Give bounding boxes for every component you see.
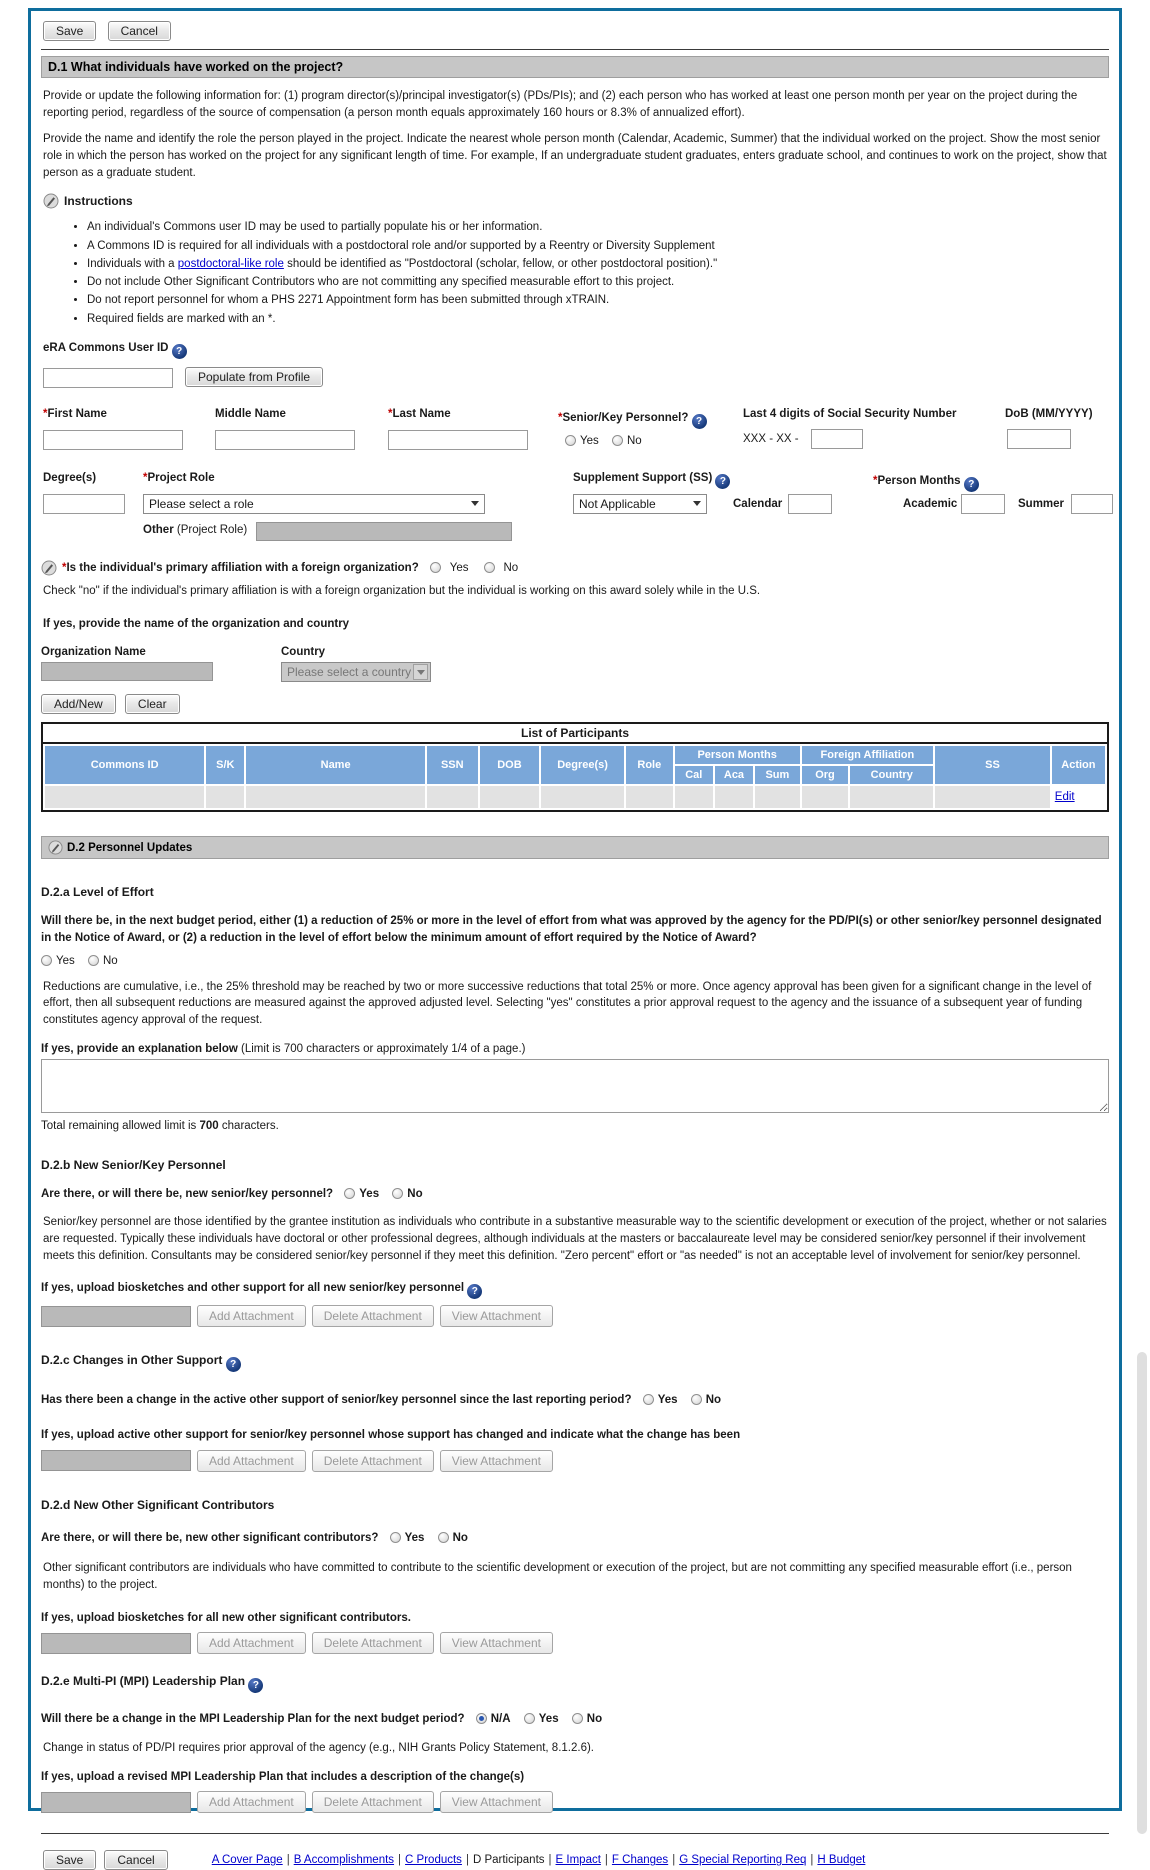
foreign-affiliation-note: Check "no" if the individual's primary affiliation is with a foreign organization but the individual is working on this award solely while in the U.S. (43, 584, 761, 597)
d1-paragraph-1: Provide or update the following information for: (1) program director(s)/principal investigator(s) (PDs/PIs); and (2) each person who has worked at least one person month per year on the project during the reporting period, regardless of the source of compensation (a person month equals approximately 160 hours or 8.3% of annualized effort). (43, 90, 1078, 119)
chevron-down-icon (471, 501, 479, 506)
col-action: Action (1052, 746, 1105, 784)
top-button-bar (41, 11, 1109, 50)
d2b-no-radio[interactable] (392, 1188, 403, 1199)
d2c-no-label: No (705, 1394, 722, 1407)
participants-table-title: List of Participants (43, 724, 1107, 744)
degrees-input[interactable] (43, 494, 125, 514)
foreign-no-label: No (503, 561, 519, 574)
d2b-upload-help-icon[interactable]: ? (467, 1284, 482, 1299)
nav-changes-link[interactable]: F Changes (611, 1854, 669, 1867)
d2c-question-row: Has there been a change in the active other support of senior/key personnel since the last reporting period? Yes No (41, 1394, 722, 1407)
foreign-yes-label: Yes (449, 561, 469, 574)
senior-key-no-label: No (626, 434, 642, 447)
rppr-section-d-panel (28, 8, 1122, 1868)
instructions-list (87, 219, 1109, 328)
middle-name-input[interactable] (215, 430, 355, 450)
nav-budget-link[interactable]: H Budget (817, 1854, 866, 1867)
senior-key-yes-label: Yes (580, 434, 599, 447)
col-aca: Aca (715, 766, 753, 784)
d2b-view-attachment-button[interactable]: View Attachment (440, 1305, 553, 1327)
d2c-delete-attachment-button[interactable]: Delete Attachment (312, 1450, 434, 1472)
d2a-no-radio[interactable] (88, 955, 99, 966)
d2e-note: Change in status of PD/PI requires prior approval of the agency (e.g., NIH Grants Policy Statement, 8.1.2.6). (43, 1741, 594, 1754)
footer-bar (41, 1833, 1109, 1870)
d2d-yes-radio[interactable] (390, 1532, 401, 1543)
populate-from-profile-button[interactable]: Populate from Profile (185, 367, 323, 387)
commons-id-input[interactable] (43, 368, 173, 388)
d2e-view-attachment-button[interactable]: View Attachment (440, 1791, 553, 1813)
d2b-add-attachment-button[interactable]: Add Attachment (197, 1305, 306, 1327)
d2b-question-row: Are there, or will there be, new senior/key personnel? Yes No (41, 1187, 423, 1200)
d2d-add-attachment-button[interactable]: Add Attachment (197, 1632, 306, 1654)
effort-explanation-textarea[interactable] (41, 1059, 1109, 1113)
d2d-title: D.2.d New Other Significant Contributors (41, 1497, 275, 1512)
instruction-item: • An individual's Commons user ID may be used to partially populate his or her information. (87, 219, 1109, 236)
nav-accomplishments-link[interactable]: B Accomplishments (293, 1854, 395, 1867)
senior-key-no-radio[interactable] (612, 435, 623, 446)
other-role-input (256, 522, 512, 541)
foreign-affiliation-pencil-icon (41, 560, 57, 576)
d2b-attachment-filename (41, 1306, 191, 1327)
nav-special-reporting-link[interactable]: G Special Reporting Req (679, 1854, 807, 1867)
ssn-mask: XXX - XX - (743, 432, 799, 445)
senior-key-radio-group (565, 435, 652, 447)
country-label: Country (281, 646, 326, 659)
senior-key-help-icon[interactable]: ? (692, 414, 707, 429)
d2c-help-icon[interactable]: ? (226, 1357, 241, 1372)
degrees-label: Degree(s) (43, 471, 97, 484)
d2a-remaining-note: Total remaining allowed limit is 700 characters. (41, 1119, 279, 1132)
d2d-question-row: Are there, or will there be, new other significant contributors? Yes No (41, 1531, 468, 1544)
d2e-upload-label: If yes, upload a revised MPI Leadership Plan that includes a description of the change(s) (41, 1770, 525, 1783)
section-d2-header: D.2 Personnel Updates (41, 836, 1109, 859)
nav-cover-page-link[interactable]: A Cover Page (211, 1854, 283, 1867)
d2e-no-label: No (586, 1713, 603, 1726)
d2d-upload-label: If yes, upload biosketches for all new other significant contributors. (41, 1611, 411, 1624)
d2e-add-attachment-button[interactable]: Add Attachment (197, 1791, 306, 1813)
d2e-yes-label: Yes (538, 1713, 559, 1726)
other-role-label: Other (Project Role) (143, 523, 248, 536)
commons-id-help-icon[interactable]: ? (172, 344, 187, 359)
instruction-item: • Do not report personnel for whom a PHS 2271 Appointment form has been submitted through xTRAIN. (87, 292, 1109, 309)
personnel-entry-form (43, 342, 1107, 544)
instruction-item: • Do not include Other Significant Contributors who are not committing any specified measurable effort to this project. (87, 274, 1109, 291)
project-role-select[interactable] (143, 494, 485, 514)
person-months-label: *Person Months ? (873, 475, 979, 492)
instruction-item: • Individuals with a postdoctoral-like role should be identified as "Postdoctoral (scholar, fellow, or other postdoctoral position)." (87, 256, 1109, 273)
calendar-label: Calendar (733, 497, 783, 510)
d2d-paragraph: Other significant contributors are individuals who have committed to contribute to the scientific development or execution of the project, but are not committing any specified measurable effort (i.e., person months) to the project. (43, 1562, 1072, 1591)
d1-paragraph-2: Provide the name and identify the role the person played in the project. Indicate the nearest whole person month (Calendar, Academic, Summer) that the individual worked on the project. Show the most senior role in which the person has worked on the project for any significant length of time. For example, If an undergraduate student graduates, enters graduate school, and continues to work on the project, show that person as a graduate student. (43, 133, 1107, 179)
country-select (281, 662, 431, 682)
foreign-affiliation-question: *Is the individual's primary affiliation with a foreign organization? (62, 561, 419, 574)
person-months-help-icon[interactable]: ? (964, 477, 979, 492)
d2b-attachment-row (41, 1305, 1109, 1327)
first-name-label: *First Name (43, 407, 107, 420)
calendar-months-input[interactable] (788, 494, 832, 514)
d2b-yes-radio[interactable] (344, 1188, 355, 1199)
commons-id-label: eRA Commons User ID ? (43, 342, 187, 359)
d2a-paragraph: Reductions are cumulative, i.e., the 25% threshold may be reached by two or more successive reductions that total 25% or more. Once agency approval has been given for a significant change in the level of effort, then all subsequent reductions are measured against the approved adjusted level. Selecting "yes" constitutes a prior approval request to the agency and the issuance of a subsequent year of funding constitutes agency approval of the request. (43, 980, 1092, 1026)
d2c-yes-label: Yes (657, 1394, 678, 1407)
footer-cancel-button[interactable]: Cancel (104, 1850, 167, 1870)
d2-pencil-icon (48, 840, 63, 855)
supplement-select[interactable] (573, 494, 707, 514)
supplement-value: Not Applicable (579, 496, 656, 511)
postdoctoral-like-role-link[interactable]: postdoctoral-like role (177, 257, 284, 270)
col-commons-id: Commons ID (45, 746, 204, 784)
d2c-add-attachment-button[interactable]: Add Attachment (197, 1450, 306, 1472)
organization-country-row (41, 646, 1109, 682)
d2d-no-label: No (452, 1531, 468, 1544)
d2d-no-radio[interactable] (438, 1532, 449, 1543)
save-button[interactable]: Save (43, 21, 96, 41)
ssn-label: Last 4 digits of Social Security Number (743, 407, 957, 420)
d2e-yes-radio[interactable] (524, 1713, 535, 1724)
col-role: Role (626, 746, 673, 784)
d2b-yes-label: Yes (359, 1187, 380, 1200)
d2d-delete-attachment-button[interactable]: Delete Attachment (312, 1632, 434, 1654)
chevron-down-icon (693, 501, 701, 506)
d2c-upload-label: If yes, upload active other support for senior/key personnel whose support has changed and indicate what the change has been (41, 1428, 741, 1441)
col-sum: Sum (755, 766, 800, 784)
country-value: Please select a country (287, 665, 412, 680)
d2c-attachment-row (41, 1450, 1109, 1472)
d2b-delete-attachment-button[interactable]: Delete Attachment (312, 1305, 434, 1327)
nav-participants-current: D Participants (472, 1854, 545, 1867)
d2b-upload-label: If yes, upload biosketches and other support for all new senior/key personnel ? (41, 1280, 1109, 1299)
col-org: Org (802, 766, 849, 784)
clear-button[interactable]: Clear (125, 694, 180, 714)
col-sk: S/K (206, 746, 244, 784)
d2a-question: Will there be, in the next budget period, either (1) a reduction of 25% or more in the level of effort from what was approved by the agency for the PD/PI(s) or other senior/key personnel designated in the Notice of Award, or (2) a reduction in the level of effort below the minimum amount of effort required by the Notice of Award? (41, 915, 1102, 944)
supplement-label: Supplement Support (SS) ? (573, 472, 730, 489)
d2e-attachment-row (41, 1791, 1109, 1813)
add-new-button[interactable]: Add/New (41, 694, 116, 714)
d2c-title: D.2.c Changes in Other Support ? (41, 1353, 1109, 1372)
col-cal: Cal (675, 766, 713, 784)
col-name: Name (246, 746, 424, 784)
d2e-title: D.2.e Multi-PI (MPI) Leadership Plan ? (41, 1674, 1109, 1693)
table-row (45, 786, 1105, 808)
academic-label: Academic (903, 497, 958, 510)
d2e-attachment-filename (41, 1792, 191, 1813)
d2a-yes-radio[interactable] (41, 955, 52, 966)
instruction-item: • Required fields are marked with an *. (87, 311, 1109, 328)
col-group-person-months: Person Months (675, 746, 800, 764)
col-dob: DOB (480, 746, 539, 784)
supplement-help-icon[interactable]: ? (715, 474, 730, 489)
d2e-help-icon[interactable]: ? (248, 1678, 263, 1693)
col-ss: SS (935, 746, 1050, 784)
foreign-yes-radio[interactable] (430, 562, 441, 573)
d2e-delete-attachment-button[interactable]: Delete Attachment (312, 1791, 434, 1813)
d2b-title: D.2.b New Senior/Key Personnel (41, 1157, 226, 1172)
col-group-foreign-affiliation: Foreign Affiliation (802, 746, 934, 764)
senior-key-label: *Senior/Key Personnel? ? (558, 412, 707, 429)
d2c-view-attachment-button[interactable]: View Attachment (440, 1450, 553, 1472)
participants-table (41, 722, 1109, 812)
footer-save-button[interactable]: Save (43, 1850, 96, 1870)
foreign-affiliation-question-row (41, 560, 1109, 576)
dob-label: DoB (MM/YYYY) (1005, 407, 1093, 420)
foreign-ifyes-label: If yes, provide the name of the organization and country (43, 617, 350, 630)
d2d-yes-label: Yes (404, 1531, 425, 1544)
dob-input[interactable] (1007, 429, 1071, 449)
last-name-input[interactable] (388, 430, 528, 450)
col-degrees: Degree(s) (541, 746, 624, 784)
summer-months-input[interactable] (1071, 494, 1113, 514)
first-name-input[interactable] (43, 430, 183, 450)
d2a-radio-group (41, 955, 1109, 967)
edit-row-link[interactable]: Edit (1054, 791, 1075, 804)
instruction-item: • A Commons ID is required for all individuals with a postdoctoral role and/or supported by a Reentry or Diversity Supplement (87, 238, 1109, 255)
d2c-attachment-filename (41, 1450, 191, 1471)
col-ssn: SSN (427, 746, 478, 784)
ssn-input[interactable] (811, 429, 863, 449)
cancel-button[interactable]: Cancel (108, 21, 171, 41)
organization-name-input (41, 662, 213, 681)
d2a-yes-label: Yes (56, 954, 75, 967)
d2e-no-radio[interactable] (572, 1713, 583, 1724)
d2d-attachment-filename (41, 1633, 191, 1654)
section-d1-header: D.1 What individuals have worked on the project? (41, 56, 1109, 78)
d2b-no-label: No (407, 1187, 423, 1200)
d2d-attachment-row (41, 1632, 1109, 1654)
academic-months-input[interactable] (961, 494, 1005, 514)
d2a-explain-label: If yes, provide an explanation below (Limit is 700 characters or approximately 1/4 of a page.) (41, 1042, 526, 1055)
col-country: Country (850, 766, 933, 784)
senior-key-yes-radio[interactable] (565, 435, 576, 446)
chevron-down-icon (413, 664, 428, 680)
d2e-question-row: Will there be a change in the MPI Leadership Plan for the next budget period? N/A Yes No (41, 1713, 603, 1726)
d2e-na-radio[interactable] (476, 1713, 487, 1724)
summer-label: Summer (1018, 497, 1065, 510)
last-name-label: *Last Name (388, 407, 451, 420)
d2e-na-label: N/A (490, 1713, 511, 1726)
instructions-label: Instructions (64, 194, 133, 209)
foreign-no-radio[interactable] (484, 562, 495, 573)
project-role-value: Please select a role (149, 496, 254, 511)
d2b-paragraph: Senior/key personnel are those identified by the grantee institution as individuals who contribute in a substantive measurable way to the scientific development or execution of the project, whether or not salaries are requested. Typically these individuals have doctoral or other professional degrees, although individuals at the masters or baccalaureate level may be considered senior/key personnel if their involvement meets this definition. Consultants may be considered senior/key personnel if they meet this definition. "Zero percent" effort or "as needed" is not an acceptable level of involvement for senior/key personnel. (43, 1216, 1107, 1262)
project-role-label: *Project Role (143, 471, 215, 484)
middle-name-label: Middle Name (215, 407, 286, 420)
section-nav: A Cover Page | B Accomplishments | C Products | D Participants | E Impact | F Changes | G Special Reporting Req | H Budget (211, 1854, 866, 1867)
instructions-pencil-icon (43, 193, 59, 209)
organization-name-label: Organization Name (41, 646, 146, 659)
d2c-no-radio[interactable] (691, 1394, 702, 1405)
d2a-no-label: No (102, 954, 118, 967)
nav-products-link[interactable]: C Products (405, 1854, 462, 1867)
nav-impact-link[interactable]: E Impact (555, 1854, 601, 1867)
d2a-title: D.2.a Level of Effort (41, 885, 154, 900)
d2d-view-attachment-button[interactable]: View Attachment (440, 1632, 553, 1654)
page-scrollbar[interactable] (1137, 1352, 1147, 1834)
d2c-yes-radio[interactable] (643, 1394, 654, 1405)
